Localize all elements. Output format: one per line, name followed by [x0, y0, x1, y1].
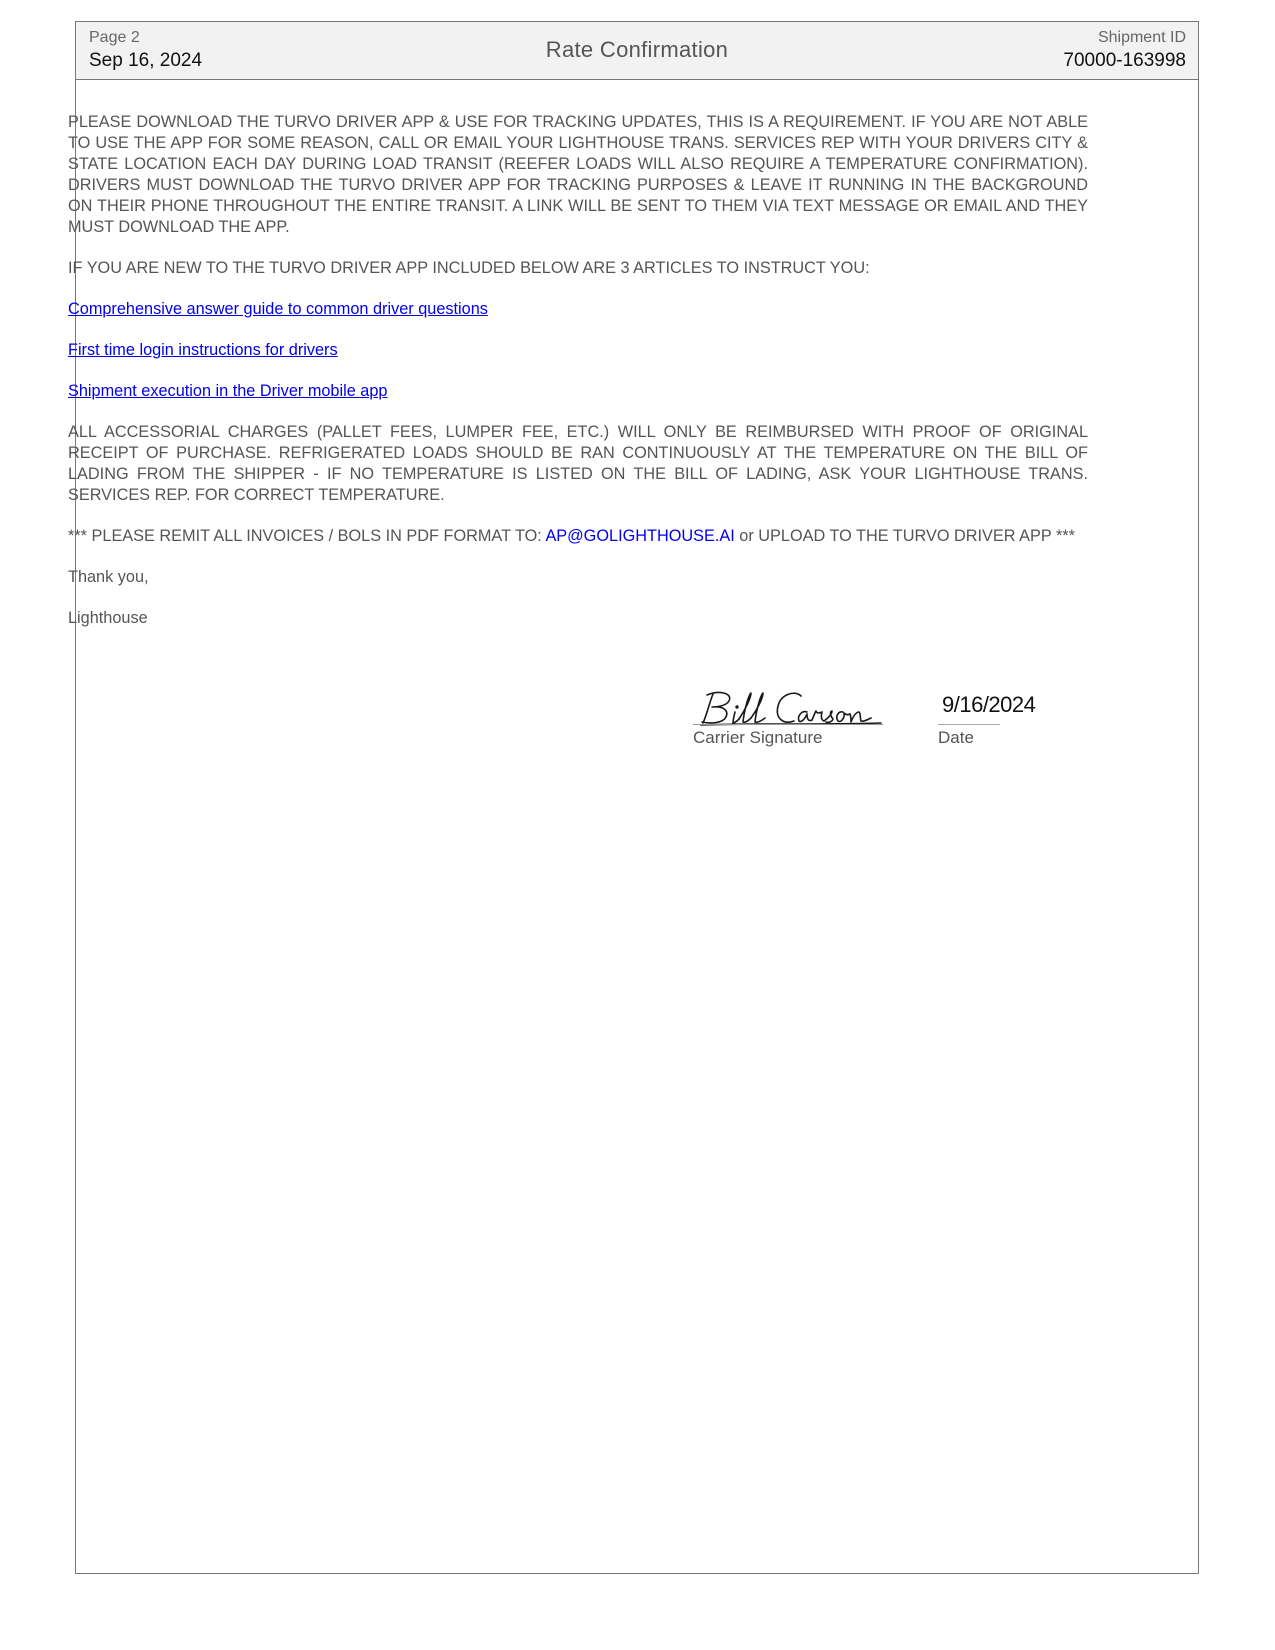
document-header	[76, 22, 1198, 80]
signature-date: 9/16/2024	[942, 692, 1036, 717]
signature-label: Carrier Signature	[693, 728, 823, 747]
articles-intro-paragraph: IF YOU ARE NEW TO THE TURVO DRIVER APP INCLUDED BELOW ARE 3 ARTICLES TO INSTRUCT YOU:	[68, 259, 870, 277]
shipment-id: 70000-163998	[1063, 50, 1186, 71]
date-line	[938, 724, 1000, 725]
document-date: Sep 16, 2024	[89, 50, 203, 71]
article-link-item	[68, 299, 1088, 320]
article-link-item	[68, 381, 1088, 402]
closing-signoff: Lighthouse	[68, 609, 148, 627]
login-instructions-link[interactable]: First time login instructions for drivers	[68, 341, 338, 359]
page-number: Page 2	[89, 29, 140, 46]
shipment-execution-link[interactable]: Shipment execution in the Driver mobile app	[68, 382, 388, 400]
accessorial-charges-paragraph: ALL ACCESSORIAL CHARGES (PALLET FEES, LUMPER FEE, ETC.) WILL ONLY BE REIMBURSED WITH PROOF OF ORIGINAL RECEIPT OF PURCHASE. REFRIGERATED LOADS SHOULD BE RAN CONTINUOUSLY AT THE TEMPERATURE ON THE BILL OF LADING FROM THE SHIPPER - IF NO TEMPERATURE IS LISTED ON THE BILL OF LADING, ASK YOUR LIGHTHOUSE TRANS. SERVICES REP. FOR CORRECT TEMPERATURE.	[68, 423, 1088, 504]
article-link-item	[68, 340, 1088, 361]
remit-email-link[interactable]: AP@GOLIGHTHOUSE.AI	[545, 527, 735, 545]
handwritten-signature	[699, 688, 883, 728]
tracking-instructions-paragraph: PLEASE DOWNLOAD THE TURVO DRIVER APP & USE FOR TRACKING UPDATES, THIS IS A REQUIREMENT. IF YOU ARE NOT ABLE TO USE THE APP FOR SOME REASON, CALL OR EMAIL YOUR LIGHTHOUSE TRANS. SERVICES REP WITH YOUR DRIVERS CITY & STATE LOCATION EACH DAY DURING LOAD TRANSIT (REEFER LOADS WILL ALSO REQUIRE A TEMPERATURE CONFIRMATION). DRIVERS MUST DOWNLOAD THE TURVO DRIVER APP FOR TRACKING PURPOSES & LEAVE IT RUNNING IN THE BACKGROUND ON THEIR PHONE THROUGHOUT THE ENTIRE TRANSIT. A LINK WILL BE SENT TO THEM VIA TEXT MESSAGE OR EMAIL AND THEY MUST DOWNLOAD THE APP.	[68, 113, 1088, 236]
date-label: Date	[938, 728, 974, 747]
driver-questions-link[interactable]: Comprehensive answer guide to common driver questions	[68, 300, 488, 318]
header-right	[1063, 29, 1186, 73]
remit-suffix: or UPLOAD TO THE TURVO DRIVER APP ***	[734, 527, 1075, 545]
document-body	[68, 112, 1088, 649]
closing-thanks: Thank you,	[68, 568, 149, 586]
signature-line	[693, 724, 883, 725]
document-title: Rate Confirmation	[545, 37, 729, 62]
remit-instructions	[68, 526, 1088, 547]
shipment-id-label: Shipment ID	[1097, 29, 1186, 46]
remit-prefix: *** PLEASE REMIT ALL INVOICES / BOLS IN PDF FORMAT TO:	[68, 527, 546, 545]
